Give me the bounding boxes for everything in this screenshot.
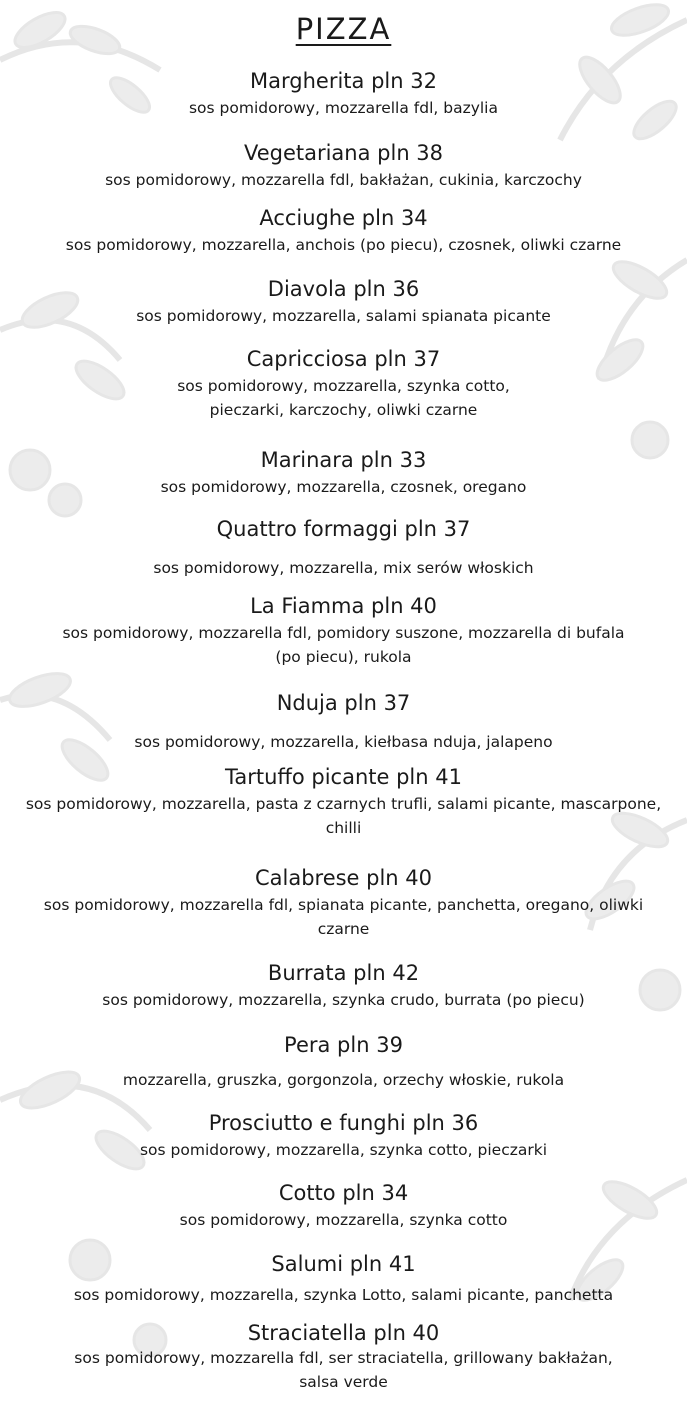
item-name: Straciatella pln 40 bbox=[247, 1321, 440, 1345]
item-name: Pera pln 39 bbox=[284, 1033, 403, 1057]
menu-item-nduja bbox=[0, 690, 687, 754]
menu-item-quattro-formaggi bbox=[0, 516, 687, 580]
menu-item-diavola bbox=[0, 276, 687, 328]
item-description: sos pomidorowy, mozzarella, czosnek, oregano bbox=[160, 478, 527, 496]
item-name: Burrata pln 42 bbox=[267, 961, 420, 985]
item-name: Margherita pln 32 bbox=[250, 69, 437, 93]
item-name: Marinara pln 33 bbox=[260, 448, 427, 472]
menu-item-acciughe bbox=[0, 205, 687, 257]
item-name: Cotto pln 34 bbox=[278, 1181, 409, 1205]
item-description: mozzarella, gruszka, gorgonzola, orzechy włoskie, rukola bbox=[122, 1071, 565, 1089]
item-description: sos pomidorowy, mozzarella fdl, pomidory suszone, mozzarella di bufala (po piecu), rukola bbox=[62, 624, 625, 666]
menu-item-la-fiamma bbox=[0, 593, 687, 669]
menu-item-capricciosa bbox=[0, 346, 687, 422]
item-description: sos pomidorowy, mozzarella, mix serów włoskich bbox=[153, 559, 534, 577]
menu-item-pera bbox=[0, 1032, 687, 1092]
item-description: sos pomidorowy, mozzarella fdl, bakłażan, cukinia, karczochy bbox=[105, 171, 582, 189]
item-name: Vegetariana pln 38 bbox=[243, 141, 444, 165]
item-description: sos pomidorowy, mozzarella, szynka crudo, burrata (po piecu) bbox=[102, 991, 585, 1009]
item-description: sos pomidorowy, mozzarella, pasta z czarnych trufli, salami picante, mascarpone, chilli bbox=[25, 795, 662, 837]
item-name: Salumi pln 41 bbox=[271, 1252, 416, 1276]
item-name: Acciughe pln 34 bbox=[259, 206, 428, 230]
item-name: Nduja pln 37 bbox=[276, 691, 411, 715]
menu-item-salumi bbox=[0, 1251, 687, 1307]
item-description: sos pomidorowy, mozzarella, szynka cotto, pieczarki bbox=[139, 1141, 548, 1159]
menu-item-calabrese bbox=[0, 865, 687, 941]
item-name: Quattro formaggi pln 37 bbox=[216, 517, 471, 541]
item-name: Diavola pln 36 bbox=[267, 277, 420, 301]
menu-item-cotto bbox=[0, 1180, 687, 1232]
item-name: Tartuffo picante pln 41 bbox=[225, 765, 462, 789]
item-name: La Fiamma pln 40 bbox=[250, 594, 437, 618]
menu-item-prosciutto-e-funghi bbox=[0, 1110, 687, 1162]
item-description: sos pomidorowy, mozzarella, szynka cotto bbox=[179, 1211, 508, 1229]
item-description: sos pomidorowy, mozzarella, salami spianata picante bbox=[136, 307, 551, 325]
item-description: sos pomidorowy, mozzarella fdl, spianata picante, panchetta, oregano, oliwki czarne bbox=[43, 896, 644, 938]
item-description: sos pomidorowy, mozzarella, szynka Lotto, salami picante, panchetta bbox=[73, 1286, 614, 1304]
menu-item-straciatella bbox=[0, 1320, 687, 1394]
menu-item-tartuffo-picante bbox=[0, 764, 687, 840]
item-name: Prosciutto e funghi pln 36 bbox=[208, 1111, 479, 1135]
item-name: Capricciosa pln 37 bbox=[246, 347, 441, 371]
item-description: sos pomidorowy, mozzarella, anchois (po piecu), czosnek, oliwki czarne bbox=[65, 236, 622, 254]
menu-title: PIZZA bbox=[295, 12, 392, 46]
item-name: Calabrese pln 40 bbox=[254, 866, 433, 890]
menu-item-margherita bbox=[0, 68, 687, 120]
menu-item-burrata bbox=[0, 960, 687, 1012]
item-description: sos pomidorowy, mozzarella fdl, bazylia bbox=[188, 99, 498, 117]
menu-item-marinara bbox=[0, 447, 687, 499]
menu-item-vegetariana bbox=[0, 140, 687, 192]
item-description: sos pomidorowy, mozzarella, kiełbasa nduja, jalapeno bbox=[134, 733, 553, 751]
item-description: sos pomidorowy, mozzarella, szynka cotto, pieczarki, karczochy, oliwki czarne bbox=[177, 377, 510, 419]
item-description: sos pomidorowy, mozzarella fdl, ser straciatella, grillowany bakłażan, salsa verde bbox=[74, 1349, 613, 1391]
